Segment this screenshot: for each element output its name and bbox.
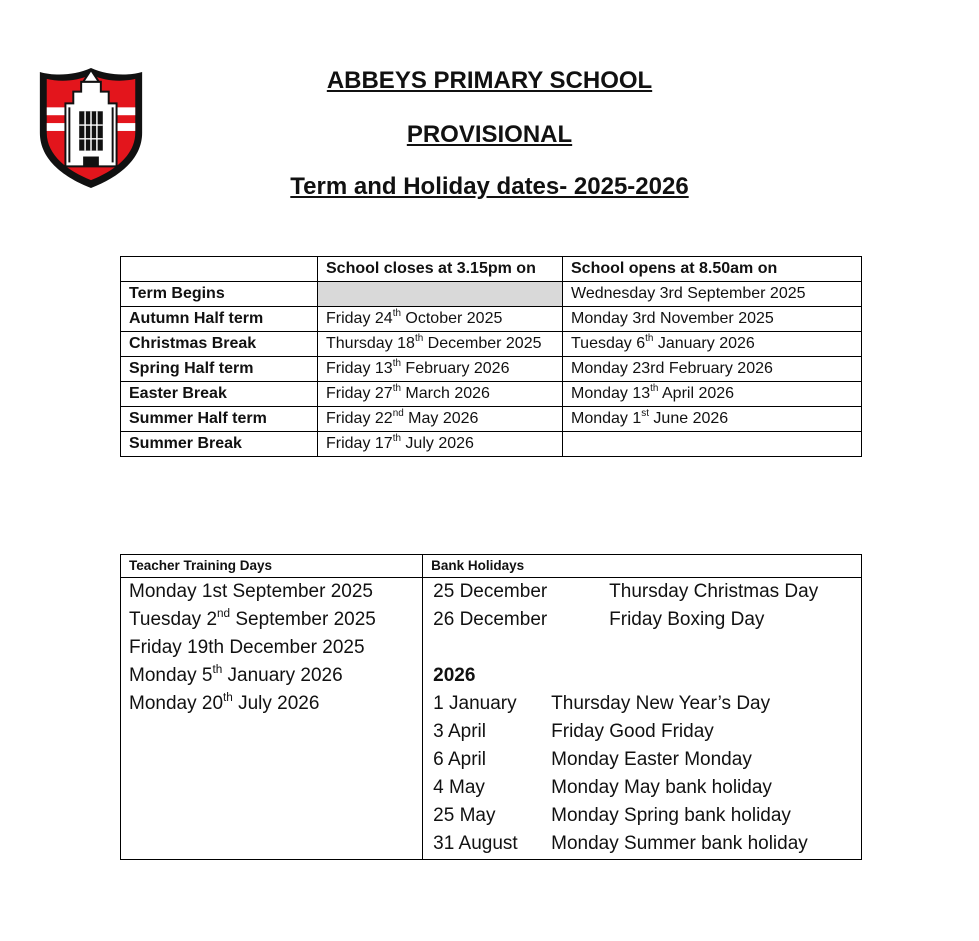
term-period-cell: Term Begins [121, 282, 318, 307]
bank-holiday-row [423, 802, 861, 830]
bank-holiday-row [423, 578, 861, 606]
bank-holiday-description: Friday Boxing Day [609, 609, 765, 630]
bank-holiday-description: Monday Spring bank holiday [551, 805, 791, 826]
training-day-item: Friday 19th December 2025 [129, 637, 365, 658]
bank-holidays-cell [423, 578, 862, 860]
table-row [121, 282, 862, 307]
closes-date-cell: Thursday 18th December 2025 [318, 332, 563, 357]
bank-holiday-row [423, 690, 861, 718]
spacer [423, 634, 861, 662]
bank-holiday-row [423, 718, 861, 746]
opens-date-cell: Tuesday 6th January 2026 [563, 332, 862, 357]
closes-date-cell: Friday 27th March 2026 [318, 382, 563, 407]
bank-holiday-row [423, 746, 861, 774]
opens-date-cell: Monday 13th April 2026 [563, 382, 862, 407]
bank-holidays-heading: Bank Holidays [423, 555, 862, 578]
bank-holiday-date: 6 April [433, 749, 486, 770]
training-days-cell [121, 578, 423, 860]
bank-holiday-date: 25 May [433, 805, 496, 826]
opens-date-cell [563, 432, 862, 457]
table-row [121, 382, 862, 407]
term-period-cell: Summer Half term [121, 407, 318, 432]
bank-holiday-description: Thursday New Year’s Day [551, 693, 771, 714]
term-period-cell: Autumn Half term [121, 307, 318, 332]
training-day-item: Monday 20th July 2026 [129, 690, 320, 714]
training-and-bank-holidays-table [120, 554, 862, 860]
bank-holidays-2025 [423, 578, 861, 634]
bank-holiday-date: 3 April [433, 721, 486, 742]
table-row [121, 357, 862, 382]
closes-date-cell: Friday 24th October 2025 [318, 307, 563, 332]
bank-holidays-2026 [423, 690, 861, 858]
term-dates-table [120, 256, 862, 457]
table-row [121, 332, 862, 357]
closes-date-cell: Friday 17th July 2026 [318, 432, 563, 457]
bank-holiday-description: Monday Easter Monday [551, 749, 752, 770]
opens-date-cell: Wednesday 3rd September 2025 [563, 282, 862, 307]
training-days-heading: Teacher Training Days [121, 555, 423, 578]
term-period-cell: Christmas Break [121, 332, 318, 357]
bank-holiday-date: 26 December [433, 609, 548, 630]
term-period-cell: Summer Break [121, 432, 318, 457]
bank-holiday-date: 25 December [433, 581, 548, 602]
bank-holiday-date: 1 January [433, 693, 517, 714]
bank-holiday-date: 4 May [433, 777, 485, 798]
opens-date-cell: Monday 3rd November 2025 [563, 307, 862, 332]
bank-holiday-description: Monday Summer bank holiday [551, 833, 808, 854]
closes-date-cell: Friday 22nd May 2026 [318, 407, 563, 432]
closes-date-cell [318, 282, 563, 307]
document-status: PROVISIONAL [406, 121, 573, 148]
training-day-item: Tuesday 2nd September 2025 [129, 606, 376, 630]
table-row [121, 307, 862, 332]
bank-holiday-description: Friday Good Friday [551, 721, 714, 742]
bank-holiday-description: Monday May bank holiday [551, 777, 772, 798]
training-day-item: Monday 5th January 2026 [129, 662, 343, 686]
terms-header-cell: School opens at 8.50am on [563, 257, 862, 282]
term-period-cell: Spring Half term [121, 357, 318, 382]
term-period-cell: Easter Break [121, 382, 318, 407]
terms-header-cell [121, 257, 318, 282]
bank-holiday-description: Thursday Christmas Day [609, 581, 819, 602]
table-row [121, 432, 862, 457]
year-label: 2026 [433, 665, 476, 686]
document-title: Term and Holiday dates- 2025-2026 [290, 173, 689, 200]
bank-holiday-row [423, 606, 861, 634]
closes-date-cell: Friday 13th February 2026 [318, 357, 563, 382]
terms-header-cell: School closes at 3.15pm on [318, 257, 563, 282]
opens-date-cell: Monday 1st June 2026 [563, 407, 862, 432]
table-row [121, 407, 862, 432]
terms-header-row [121, 257, 862, 282]
bank-holiday-row [423, 774, 861, 802]
opens-date-cell: Monday 23rd February 2026 [563, 357, 862, 382]
training-days-list [121, 578, 422, 718]
bank-holiday-row [423, 830, 861, 858]
bank-holiday-date: 31 August [433, 833, 518, 854]
training-day-item: Monday 1st September 2025 [129, 581, 373, 602]
school-name: ABBEYS PRIMARY SCHOOL [326, 67, 653, 94]
